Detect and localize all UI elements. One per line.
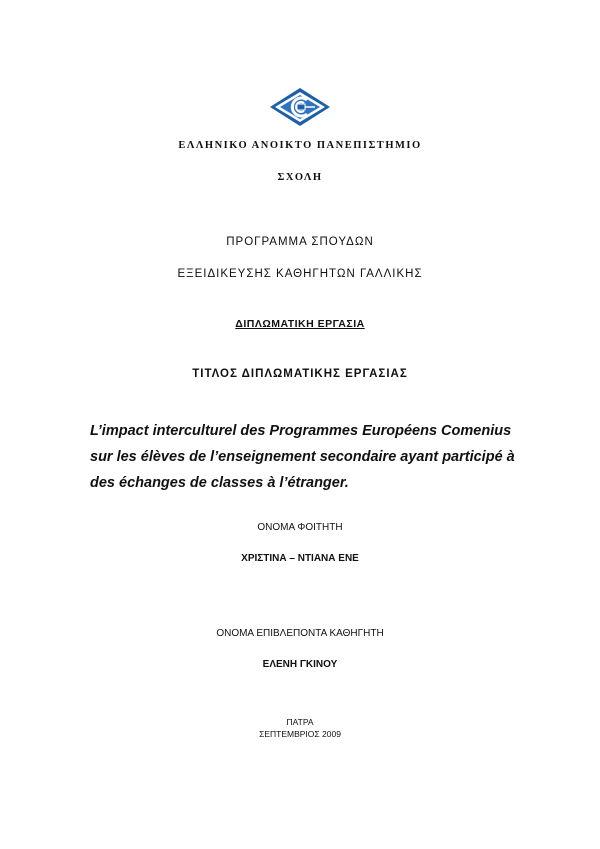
student-name: ΧΡΙΣΤΙΝΑ – ΝΤΙΑΝΑ ΕΝΕ [241, 553, 359, 564]
supervisor-name: ΕΛΕΝΗ ΓΚΙΝΟΥ [262, 659, 338, 670]
program-line-1: ΠΡΟΓΡΑΜΜΑ ΣΠΟΥΔΩΝ [226, 236, 374, 248]
thesis-title-heading: ΤΙΤΛΟΣ ΔΙΠΛΩΜΑΤΙΚΗΣ ΕΡΓΑΣΙΑΣ [192, 368, 408, 380]
school-name: ΣΧΟΛΗ [277, 172, 323, 183]
program-line-2: ΕΞΕΙΔΙΚΕΥΣΗΣ ΚΑΘΗΓΗΤΩΝ ΓΑΛΛΙΚΗΣ [177, 268, 423, 280]
supervisor-label: ΟΝΟΜΑ ΕΠΙΒΛΕΠΟΝΤΑ ΚΑΘΗΓΗΤΗ [216, 628, 384, 639]
student-label: ΟΝΟΜΑ ΦΟΙΤΗΤΗ [257, 522, 343, 533]
university-logo-icon [269, 87, 331, 127]
thesis-label: ΔΙΠΛΩΜΑΤΙΚΗ ΕΡΓΑΣΙΑ [235, 318, 365, 330]
university-name: ΕΛΛΗΝΙΚΟ ΑΝΟΙΚΤΟ ΠΑΝΕΠΙΣΤΗΜΙΟ [178, 140, 422, 151]
date: ΣΕΠΤΕΜΒΡΙΟΣ 2009 [259, 729, 341, 739]
thesis-title: L’impact interculturel des Programmes Européens Comenius sur les élèves de l’enseignement secondaire ayant participé à des échanges de classes à l’étranger. [90, 423, 515, 491]
city: ΠΑΤΡΑ [286, 717, 314, 727]
